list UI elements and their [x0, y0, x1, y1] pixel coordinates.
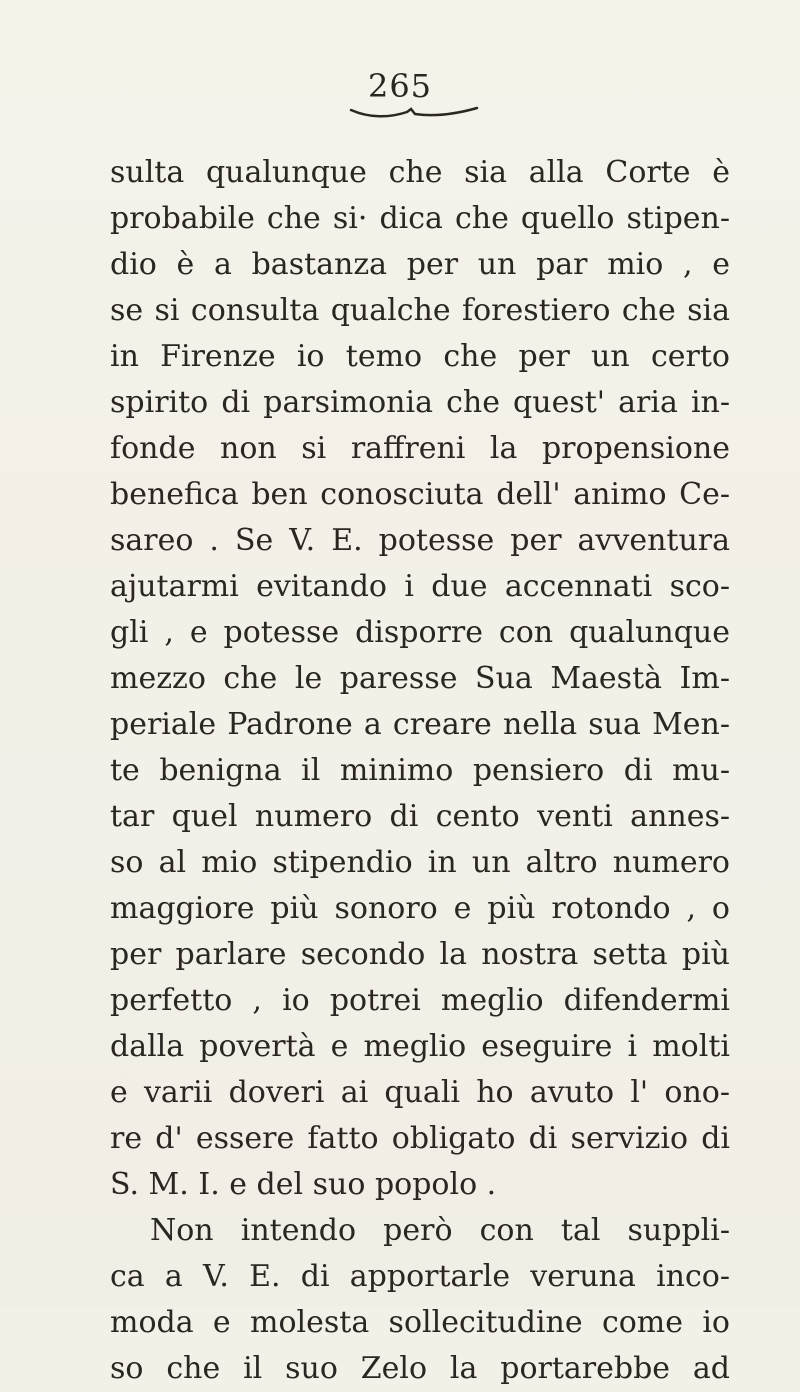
text-line: e varii doveri ai quali ho avuto l' ono- — [110, 1075, 730, 1110]
text-line: ajutarmi evitando i due accennati sco- — [110, 569, 730, 604]
text-line: so al mio stipendio in un altro numero — [110, 845, 730, 880]
text-line: fonde non si raffreni la propensione — [110, 431, 730, 466]
text-line: so che il suo Zelo la portarebbe ad — [110, 1351, 730, 1386]
text-line: moda e molesta sollecitudine come io — [110, 1305, 730, 1340]
text-line: perfetto , io potrei meglio difendermi — [110, 983, 730, 1018]
text-line: se si consulta qualche forestiero che sia — [110, 293, 730, 328]
text-line: periale Padrone a creare nella sua Men- — [110, 707, 730, 742]
text-line: gli , e potesse disporre con qualunque — [110, 615, 730, 650]
paragraph-end-line: S. M. I. e del suo popolo . — [110, 1167, 497, 1202]
ornament-rule-icon — [349, 106, 479, 122]
text-line: ca a V. E. di apportarle veruna inco- — [110, 1259, 730, 1294]
text-line: te benigna il minimo pensiero di mu- — [110, 753, 730, 788]
body-text — [110, 150, 730, 1392]
page-number: 265 — [367, 67, 433, 105]
text-line: mezzo che le paresse Sua Maestà Im- — [110, 661, 730, 696]
text-line: sulta qualunque che sia alla Corte è — [110, 155, 730, 190]
text-line: re d' essere fatto obligato di servizio di — [110, 1121, 730, 1156]
paragraph-start-line: Non intendo però con tal suppli- — [150, 1213, 730, 1248]
text-line: tar quel numero di cento venti annes- — [110, 799, 730, 834]
text-line: dio è a bastanza per un par mio , e — [110, 247, 730, 282]
text-line: in Firenze io temo che per un certo — [110, 339, 730, 374]
text-line: maggiore più sonoro e più rotondo , o — [110, 891, 730, 926]
text-line: sareo . Se V. E. potesse per avventura — [110, 523, 730, 558]
text-line: spirito di parsimonia che quest' aria in- — [110, 385, 730, 420]
text-line: per parlare secondo la nostra setta più — [110, 937, 730, 972]
text-line: dalla povertà e meglio eseguire i molti — [110, 1029, 730, 1064]
text-line: benefica ben conosciuta dell' animo Ce- — [110, 477, 730, 512]
text-line: probabile che si· dica che quello stipen- — [110, 201, 730, 236]
